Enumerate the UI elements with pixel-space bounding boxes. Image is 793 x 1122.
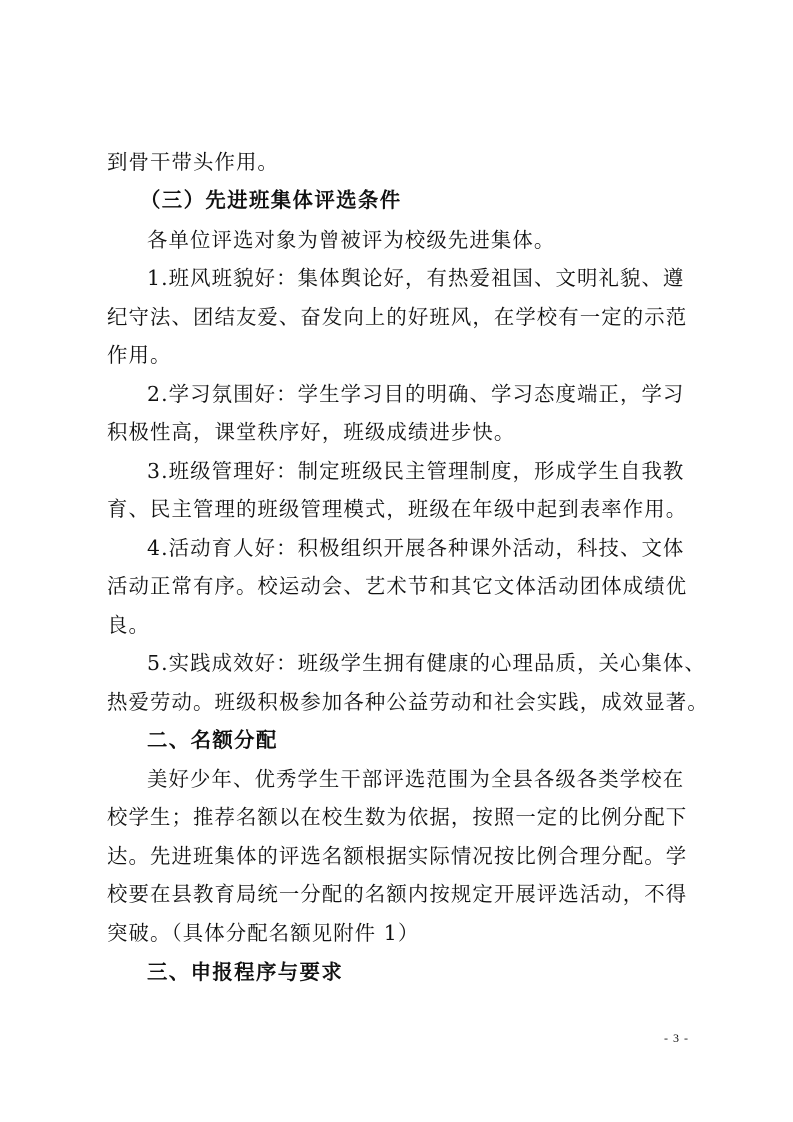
body-line: 活动正常有序。校运动会、艺术节和其它文体活动团体成绩优 (107, 574, 688, 598)
body-line: 4.活动育人好：积极组织开展各种课外活动，科技、文体 (147, 536, 685, 560)
body-line: 良。 (107, 613, 150, 637)
body-line: 1.班风班貌好：集体舆论好，有热爱祖国、文明礼貌、遵 (147, 266, 685, 290)
body-line: 3.班级管理好：制定班级民主管理制度，形成学生自我教 (147, 459, 685, 483)
body-line: 达。先进班集体的评选名额根据实际情况按比例合理分配。学 (107, 844, 688, 868)
body-line: 2.学习氛围好：学生学习目的明确、学习态度端正，学习 (147, 382, 685, 406)
body-line: 美好少年、优秀学生干部评选范围为全县各级各类学校在 (147, 767, 685, 791)
body-line: 作用。 (107, 343, 172, 367)
section-heading: 二、名额分配 (147, 728, 278, 752)
page-number: - 3 - (664, 1031, 689, 1045)
body-line: 校学生；推荐名额以在校生数为依据，按照一定的比例分配下 (107, 805, 688, 829)
body-line: 5.实践成效好：班级学生拥有健康的心理品质，关心集体、 (147, 651, 706, 675)
body-line: 校要在县教育局统一分配的名额内按规定开展评选活动，不得 (107, 882, 688, 906)
body-line: 育、民主管理的班级管理模式，班级在年级中起到表率作用。 (107, 497, 688, 521)
body-line: 积极性高，课堂秩序好，班级成绩进步快。 (107, 420, 516, 444)
section-heading: 三、申报程序与要求 (147, 960, 344, 984)
section-heading: （三）先进班集体评选条件 (140, 188, 402, 212)
body-line: 热爱劳动。班级积极参加各种公益劳动和社会实践，成效显著。 (107, 690, 709, 714)
body-line: 纪守法、团结友爱、奋发向上的好班风，在学校有一定的示范 (107, 305, 688, 329)
body-line: 到骨干带头作用。 (107, 150, 279, 174)
body-line: 各单位评选对象为曾被评为校级先进集体。 (147, 228, 556, 252)
body-line: 突破。（具体分配名额见附件 1） (107, 921, 420, 945)
